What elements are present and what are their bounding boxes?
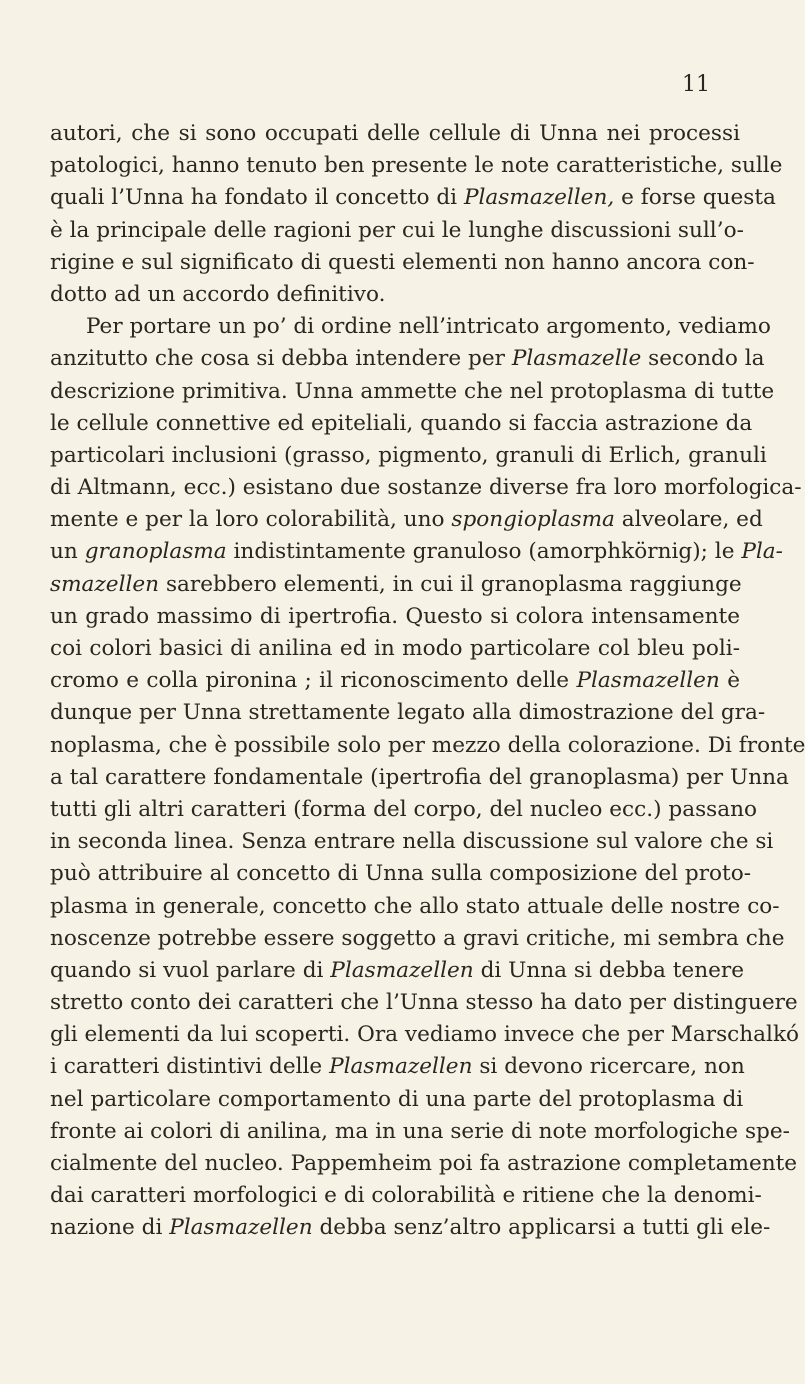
italic-term: Plasmazellen xyxy=(576,668,720,694)
text-line xyxy=(50,891,780,923)
text-segment: Per portare un po’ di ordine nell’intricato argomento, vediamo xyxy=(86,314,771,340)
text-segment: è xyxy=(719,668,740,694)
text-segment: nel particolare comportamento di una parte del protoplasma di xyxy=(50,1086,744,1112)
text-line xyxy=(50,730,805,762)
text-segment: indistintamente granuloso (amorphkörnig); le xyxy=(226,539,742,565)
text-line xyxy=(50,794,758,826)
text-line xyxy=(50,1180,762,1212)
text-segment: a tal carattere fondamentale (ipertrofia del granoplasma) per Unna xyxy=(50,764,789,790)
text-line xyxy=(50,536,783,568)
text-line xyxy=(50,569,740,601)
text-line xyxy=(50,1148,798,1180)
text-segment: patologici, hanno tenuto ben presente le note caratteristiche, sulle xyxy=(50,153,783,179)
text-segment: cromo e colla pironina ; il riconoscimento delle xyxy=(50,668,577,694)
text-segment: è la principale delle ragioni per cui le lunghe discussioni sull’o- xyxy=(50,217,744,243)
italic-term: Plasmazellen xyxy=(330,957,474,983)
text-line xyxy=(50,1116,790,1148)
text-segment: si devono ricercare, non xyxy=(472,1054,745,1080)
text-segment: dunque per Unna strettamente legato alla dimostrazione del gra- xyxy=(50,700,766,726)
text-segment: noscenze potrebbe essere soggetto a gravi critiche, mi sembra che xyxy=(50,925,785,951)
text-segment: rigine e sul significato di questi elementi non hanno ancora con- xyxy=(50,249,755,275)
paragraph xyxy=(50,311,805,1244)
text-segment: un grado massimo di ipertrofia. Questo si colora intensamente xyxy=(50,603,740,629)
text-segment: noplasma, che è possibile solo per mezzo della colorazione. Di fronte xyxy=(50,732,805,758)
text-line xyxy=(50,955,744,987)
text-segment: anzitutto che cosa si debba intendere per xyxy=(50,346,512,372)
text-line xyxy=(50,1019,800,1051)
text-segment: in seconda linea. Senza entrare nella discussione sul valore che si xyxy=(50,829,774,855)
text-line xyxy=(50,408,753,440)
text-line xyxy=(50,1084,744,1116)
text-segment: alveolare, ed xyxy=(614,507,763,533)
text-line xyxy=(50,697,766,729)
text-line xyxy=(50,633,740,665)
text-line xyxy=(50,472,802,504)
text-line xyxy=(50,858,751,890)
text-line xyxy=(50,665,740,697)
text-line xyxy=(50,343,765,375)
text-line xyxy=(50,1212,771,1244)
text-line xyxy=(50,215,744,247)
text-segment: dotto ad un accordo definitivo. xyxy=(50,281,386,307)
text-segment: i caratteri distintivi delle xyxy=(50,1054,330,1080)
text-segment: debba senz’altro applicarsi a tutti gli ele- xyxy=(312,1215,771,1241)
text-segment: particolari inclusioni (grasso, pigmento, granuli di Erlich, granuli xyxy=(50,442,767,468)
text-line xyxy=(50,826,774,858)
text-segment: nazione di xyxy=(50,1215,170,1241)
text-line xyxy=(50,279,740,311)
text-line xyxy=(50,601,740,633)
text-line xyxy=(50,247,755,279)
text-line xyxy=(50,182,776,214)
text-segment: di Altmann, ecc.) esistano due sostanze diverse fra loro morfologica- xyxy=(50,475,802,501)
italic-term: Plasmazelle xyxy=(511,346,642,372)
text-line xyxy=(50,150,783,182)
italic-term: Plasmazellen xyxy=(329,1054,473,1080)
text-segment: stretto conto dei caratteri che l’Unna stesso ha dato per distinguere xyxy=(50,990,798,1016)
italic-term: Pla- xyxy=(741,539,783,565)
italic-term: smazellen xyxy=(50,571,160,597)
text-segment: descrizione primitiva. Unna ammette che nel protoplasma di tutte xyxy=(50,378,775,404)
text-line xyxy=(50,1051,745,1083)
text-segment: può attribuire al concetto di Unna sulla composizione del proto- xyxy=(50,861,751,887)
text-segment: coi colori basici di anilina ed in modo particolare col bleu poli- xyxy=(50,636,740,661)
italic-term: granoplasma xyxy=(84,539,227,565)
text-line xyxy=(50,923,785,955)
text-segment: di Unna si debba tenere xyxy=(473,957,744,983)
italic-term: spongioplasma xyxy=(451,507,615,533)
text-segment: secondo la xyxy=(641,346,765,372)
text-line xyxy=(50,311,771,343)
text-segment: e forse questa xyxy=(614,185,776,211)
text-segment: tutti gli altri caratteri (forma del corpo, del nucleo ecc.) passano xyxy=(50,796,758,822)
text-segment: plasma in generale, concetto che allo stato attuale delle nostre co- xyxy=(50,893,780,919)
italic-term: Plasmazellen xyxy=(169,1215,313,1241)
paragraph xyxy=(50,118,783,311)
text-line xyxy=(50,504,763,536)
text-segment: quali l’Unna ha fondato il concetto di xyxy=(50,185,464,211)
text-line xyxy=(50,987,798,1019)
text-line xyxy=(50,376,775,408)
text-segment: sarebbero elementi, in cui il granoplasma raggiunge xyxy=(159,571,742,597)
body-text xyxy=(50,118,805,1245)
italic-term: Plasmazellen, xyxy=(463,185,615,211)
text-segment: gli elementi da lui scoperti. Ora vediamo invece che per Marschalkó xyxy=(50,1022,800,1048)
text-line xyxy=(50,440,767,472)
text-segment: mente e per la loro colorabilità, uno xyxy=(50,507,452,533)
text-segment: le cellule connettive ed epiteliali, quando si faccia astrazione da xyxy=(50,410,753,436)
text-line xyxy=(50,762,789,794)
text-segment: autori, che si sono occupati delle cellule di Unna nei processi xyxy=(50,121,740,146)
text-segment: dai caratteri morfologici e di colorabilità e ritiene che la denomi- xyxy=(50,1183,762,1209)
text-line xyxy=(50,118,740,150)
text-segment: fronte ai colori di anilina, ma in una serie di note morfologiche spe- xyxy=(50,1118,790,1144)
page-number: 11 xyxy=(682,72,710,97)
text-segment: cialmente del nucleo. Pappemheim poi fa astrazione completamente xyxy=(50,1151,798,1176)
text-segment: quando si vuol parlare di xyxy=(50,957,331,983)
text-segment: un xyxy=(50,539,85,565)
